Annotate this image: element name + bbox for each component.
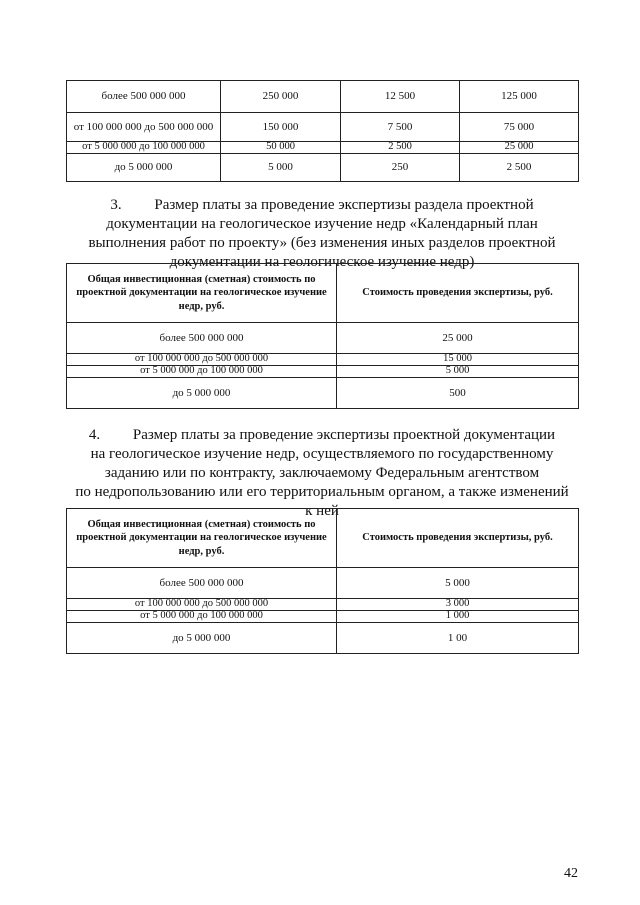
table-row bbox=[67, 599, 579, 611]
section-heading-line bbox=[64, 196, 580, 215]
table-cell: 15 000 bbox=[337, 354, 579, 366]
section-number: 3. bbox=[110, 197, 122, 213]
section-heading-line: заданию или по контракту, заключаемому Федеральным агентством bbox=[104, 465, 540, 481]
table-cell: 12 500 bbox=[341, 81, 460, 113]
column-header-cost: Общая инвестиционная (сметная) стоимость по проектной документации на геологическое изучение недр, руб. bbox=[67, 264, 337, 323]
table-cell: 150 000 bbox=[221, 113, 341, 142]
table-header-row bbox=[67, 264, 579, 323]
table-cell: 250 000 bbox=[221, 81, 341, 113]
section-heading-line: документации на геологическое изучение недр) bbox=[169, 254, 475, 270]
table-row bbox=[67, 323, 579, 354]
table-row bbox=[67, 142, 579, 154]
table-cell: от 100 000 000 до 500 000 000 bbox=[67, 599, 337, 611]
table-row bbox=[67, 354, 579, 366]
table-cell: от 5 000 000 до 100 000 000 bbox=[67, 366, 337, 378]
table-cell: до 5 000 000 bbox=[67, 378, 337, 409]
page-number: 42 bbox=[564, 866, 578, 881]
table-cell: 7 500 bbox=[341, 113, 460, 142]
section-heading-line: на геологическое изучение недр, осуществляемого по государственному bbox=[90, 446, 554, 462]
table-cell: от 5 000 000 до 100 000 000 bbox=[67, 142, 221, 154]
section-heading-line bbox=[64, 426, 580, 445]
fee-table-section-3 bbox=[66, 263, 579, 409]
section-heading-line: выполнения работ по проекту» (без изменения иных разделов проектной bbox=[88, 235, 556, 251]
table-cell: 3 000 bbox=[337, 599, 579, 611]
table-cell: 250 bbox=[341, 153, 460, 181]
table-cell: от 100 000 000 до 500 000 000 bbox=[67, 354, 337, 366]
table-cell: более 500 000 000 bbox=[67, 81, 221, 113]
section-number: 4. bbox=[88, 427, 101, 443]
table-row bbox=[67, 153, 579, 181]
table-cell: 5 000 bbox=[337, 568, 579, 599]
table-cell: более 500 000 000 bbox=[67, 568, 337, 599]
column-header-cost: Общая инвестиционная (сметная) стоимость по проектной документации на геологическое изучение недр, руб. bbox=[67, 509, 337, 568]
table-cell: 25 000 bbox=[460, 142, 579, 154]
table-cell: 2 500 bbox=[341, 142, 460, 154]
column-header-fee: Стоимость проведения экспертизы, руб. bbox=[337, 264, 579, 323]
table-row bbox=[67, 113, 579, 142]
table-cell: 5 000 bbox=[337, 366, 579, 378]
section-heading-text: Размер платы за проведение экспертизы проектной документации bbox=[132, 427, 556, 443]
fee-table-continued bbox=[66, 80, 579, 182]
table-cell: 125 000 bbox=[460, 81, 579, 113]
table-cell: 1 000 bbox=[337, 611, 579, 623]
section-heading-line: к ней bbox=[305, 503, 339, 519]
section-4-heading bbox=[64, 426, 580, 521]
table-header-row bbox=[67, 509, 579, 568]
table-cell: 25 000 bbox=[337, 323, 579, 354]
table-cell: 50 000 bbox=[221, 142, 341, 154]
section-heading-line: по недропользованию или его территориальным органом, а также изменений bbox=[75, 484, 569, 500]
section-heading-line: документации на геологическое изучение недр «Календарный план bbox=[106, 216, 538, 232]
section-3-heading bbox=[64, 196, 580, 272]
table-cell: до 5 000 000 bbox=[67, 623, 337, 654]
table-row bbox=[67, 611, 579, 623]
table-cell: 1 00 bbox=[337, 623, 579, 654]
table-row bbox=[67, 568, 579, 599]
table-cell: до 5 000 000 bbox=[67, 153, 221, 181]
table-row bbox=[67, 81, 579, 113]
table-cell: более 500 000 000 bbox=[67, 323, 337, 354]
table-cell: 2 500 bbox=[460, 153, 579, 181]
table-cell: от 100 000 000 до 500 000 000 bbox=[67, 113, 221, 142]
table-cell: от 5 000 000 до 100 000 000 bbox=[67, 611, 337, 623]
table-cell: 500 bbox=[337, 378, 579, 409]
table-cell: 5 000 bbox=[221, 153, 341, 181]
table-row bbox=[67, 623, 579, 654]
section-heading-text: Размер платы за проведение экспертизы раздела проектной bbox=[154, 197, 534, 213]
table-row bbox=[67, 378, 579, 409]
table-row bbox=[67, 366, 579, 378]
fee-table-section-4 bbox=[66, 508, 579, 654]
table-cell: 75 000 bbox=[460, 113, 579, 142]
column-header-fee: Стоимость проведения экспертизы, руб. bbox=[337, 509, 579, 568]
